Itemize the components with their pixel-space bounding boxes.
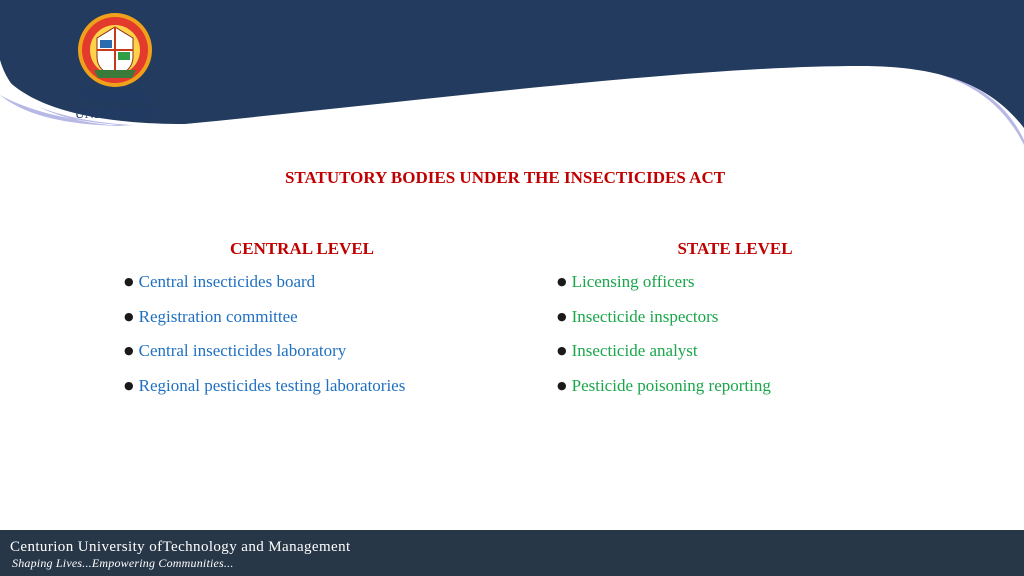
list-item: ● Pesticide poisoning reporting [557, 376, 771, 396]
list-item: ● Insecticide analyst [557, 341, 698, 361]
list-item: ● Registration committee [124, 306, 298, 326]
list-item: ● Licensing officers [557, 272, 695, 291]
state-level-list [557, 272, 771, 411]
bullet-icon: ● [124, 379, 134, 393]
brand-name: Centurion [83, 87, 147, 104]
list-item: ● Central insecticides laboratory [124, 341, 347, 361]
bullet-icon: ● [124, 309, 134, 323]
list-item: ● Regional pesticides testing laboratories [124, 376, 406, 396]
university-logo-emblem [72, 12, 158, 88]
footer-title: Centurion University ofTechnology and Management [10, 539, 351, 555]
bullet-icon: ● [557, 309, 567, 323]
bullet-icon: ● [557, 275, 567, 288]
brand-subtitle: UNIVERSITY [75, 106, 155, 121]
bullet-icon: ● [557, 379, 567, 393]
slide-title: STATUTORY BODIES UNDER THE INSECTICIDES ACT [284, 168, 726, 187]
footer-tagline: Shaping Lives...Empowering Communities... [12, 556, 234, 570]
central-level-heading: CENTRAL LEVEL [229, 239, 375, 258]
state-level-heading: STATE LEVEL [677, 239, 793, 258]
bullet-icon: ● [557, 344, 567, 358]
footer-bar [0, 530, 1024, 576]
bullet-icon: ● [124, 275, 134, 288]
list-item: ● Central insecticides board [124, 272, 316, 291]
list-item: ● Insecticide inspectors [557, 306, 719, 326]
bullet-icon: ● [124, 344, 134, 358]
central-level-list [124, 272, 405, 411]
